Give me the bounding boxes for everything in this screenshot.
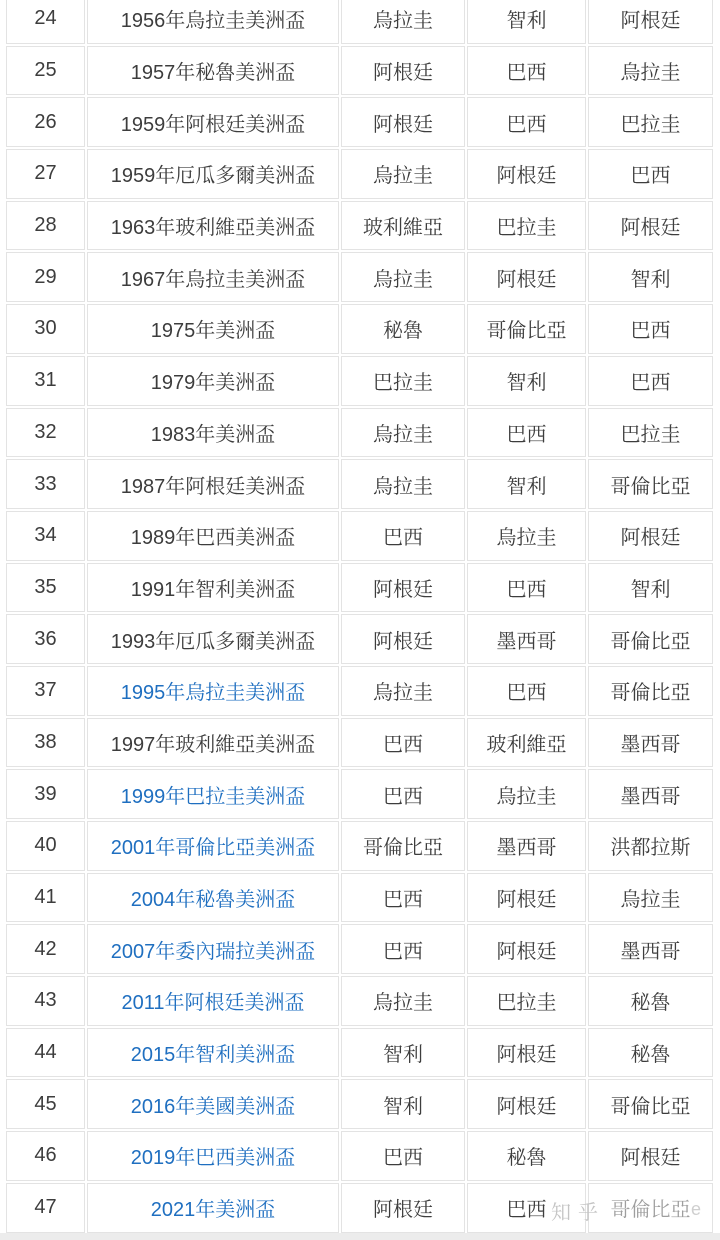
- row-index-label: 30: [34, 317, 57, 340]
- tournament-title: 1956年烏拉圭美洲盃: [120, 10, 306, 33]
- champion-label: 烏拉圭: [373, 475, 433, 498]
- tournament-cell: [87, 408, 339, 458]
- tournament-link[interactable]: 2016年美國美洲盃: [130, 1095, 296, 1118]
- champion-label: 玻利維亞: [363, 217, 443, 240]
- row-index-cell: [6, 1131, 85, 1181]
- third-place-label: 巴西: [630, 372, 671, 395]
- champion-label: 巴西: [383, 527, 423, 550]
- tournament-cell: [87, 873, 339, 923]
- row-index-label: 38: [34, 730, 57, 753]
- tournament-cell: [87, 1131, 339, 1181]
- tournament-title: 1975年美洲盃: [150, 320, 276, 343]
- runner-up-label: 阿根廷: [496, 1095, 557, 1118]
- runner-up-label: 巴西: [506, 62, 547, 85]
- tournament-cell: [87, 614, 339, 664]
- tournament-cell: [87, 666, 339, 716]
- row-index-label: 37: [34, 679, 57, 702]
- row-index-label: 42: [34, 937, 57, 960]
- tournament-cell: [87, 821, 339, 871]
- champion-label: 烏拉圭: [373, 992, 433, 1015]
- third-place-label: 阿根廷: [620, 10, 681, 33]
- tournament-link[interactable]: 2015年智利美洲盃: [130, 1044, 296, 1067]
- champion-label: 烏拉圭: [373, 682, 433, 705]
- row-index-cell: [6, 1028, 85, 1078]
- third-place-label: 哥倫比亞: [610, 630, 691, 653]
- runner-up-label: 巴西: [506, 578, 547, 601]
- runner-up-cell: [467, 252, 586, 302]
- tournament-title: 1967年烏拉圭美洲盃: [120, 268, 306, 291]
- champion-label: 烏拉圭: [373, 10, 433, 33]
- third-place-label: 巴拉圭: [620, 113, 681, 136]
- row-index-cell: [6, 252, 85, 302]
- third-place-cell: [588, 511, 713, 561]
- tournament-title: 1989年巴西美洲盃: [130, 527, 296, 550]
- runner-up-label: 巴西: [506, 1199, 547, 1222]
- row-index-cell: [6, 304, 85, 354]
- zhihu-watermark: 知乎: [551, 1202, 605, 1224]
- third-place-label: 阿根廷: [620, 1147, 681, 1170]
- row-index-cell: [6, 408, 85, 458]
- champion-cell: [341, 97, 465, 147]
- third-place-cell: [588, 666, 713, 716]
- runner-up-label: 阿根廷: [496, 889, 557, 912]
- champion-label: 智利: [383, 1095, 423, 1118]
- row-index-cell: [6, 769, 85, 819]
- row-index-label: 31: [34, 369, 57, 392]
- champion-cell: [341, 1079, 465, 1129]
- tournament-cell: [87, 511, 339, 561]
- runner-up-label: 玻利維亞: [486, 733, 567, 756]
- row-index-cell: [6, 563, 85, 613]
- champion-cell: [341, 873, 465, 923]
- row-index-cell: [6, 459, 85, 509]
- champion-cell: [341, 356, 465, 406]
- third-place-cell: [588, 614, 713, 664]
- row-index-label: 24: [34, 7, 57, 30]
- champion-cell: [341, 976, 465, 1026]
- champion-label: 巴西: [383, 940, 423, 963]
- row-index-label: 39: [34, 782, 57, 805]
- section-divider: [0, 1233, 720, 1240]
- tournament-link[interactable]: 1995年烏拉圭美洲盃: [120, 682, 306, 705]
- row-index-label: 44: [34, 1041, 57, 1064]
- champion-cell: [341, 459, 465, 509]
- row-index-label: 26: [34, 110, 57, 133]
- copa-america-results-table: [6, 0, 713, 1233]
- row-index-label: 33: [34, 472, 57, 495]
- runner-up-label: 秘魯: [506, 1147, 547, 1170]
- tournament-cell: [87, 356, 339, 406]
- third-place-label: 巴拉圭: [620, 423, 681, 446]
- runner-up-cell: [467, 304, 586, 354]
- champion-cell: [341, 511, 465, 561]
- tournament-cell: [87, 718, 339, 768]
- runner-up-label: 巴西: [506, 423, 547, 446]
- runner-up-label: 阿根廷: [496, 165, 557, 188]
- champion-cell: [341, 408, 465, 458]
- third-place-label: 阿根廷: [620, 217, 681, 240]
- runner-up-label: 墨西哥: [496, 837, 557, 860]
- row-index-cell: [6, 149, 85, 199]
- champion-cell: [341, 718, 465, 768]
- tournament-cell: [87, 563, 339, 613]
- row-index-label: 25: [34, 59, 57, 82]
- runner-up-label: 烏拉圭: [496, 785, 557, 808]
- runner-up-cell: [467, 408, 586, 458]
- third-place-label: 巴西: [630, 165, 671, 188]
- row-index-cell: [6, 976, 85, 1026]
- row-index-cell: [6, 511, 85, 561]
- runner-up-label: 哥倫比亞: [486, 320, 567, 343]
- third-place-cell: [588, 769, 713, 819]
- row-index-cell: [6, 873, 85, 923]
- third-place-label: 秘魯: [630, 1044, 671, 1067]
- third-place-cell: [588, 924, 713, 974]
- runner-up-cell: [467, 0, 586, 44]
- champion-cell: [341, 201, 465, 251]
- tournament-link[interactable]: 2007年委內瑞拉美洲盃: [110, 940, 316, 963]
- third-place-label: 烏拉圭: [620, 62, 681, 85]
- tournament-title: 1979年美洲盃: [150, 372, 276, 395]
- champion-label: 阿根廷: [373, 578, 433, 601]
- runner-up-cell: [467, 201, 586, 251]
- runner-up-label: 智利: [506, 10, 547, 33]
- third-place-label: 巴西: [630, 320, 671, 343]
- third-place-cell: [588, 1079, 713, 1129]
- runner-up-cell: [467, 97, 586, 147]
- runner-up-label: 阿根廷: [496, 1044, 557, 1067]
- row-index-label: 32: [34, 420, 57, 443]
- tournament-title: 1993年厄瓜多爾美洲盃: [110, 630, 316, 653]
- third-place-label: 阿根廷: [620, 527, 681, 550]
- runner-up-cell: [467, 666, 586, 716]
- runner-up-label: 巴西: [506, 682, 547, 705]
- runner-up-label: 巴拉圭: [496, 217, 557, 240]
- row-index-cell: [6, 718, 85, 768]
- runner-up-cell: [467, 976, 586, 1026]
- third-place-cell: [588, 821, 713, 871]
- row-index-cell: [6, 97, 85, 147]
- tournament-cell: [87, 769, 339, 819]
- row-index-cell: [6, 821, 85, 871]
- row-index-cell: [6, 201, 85, 251]
- third-place-cell: [588, 97, 713, 147]
- runner-up-cell: [467, 459, 586, 509]
- champion-label: 巴西: [383, 889, 423, 912]
- tournament-cell: [87, 201, 339, 251]
- third-place-cell: [588, 201, 713, 251]
- row-index-label: 27: [34, 162, 57, 185]
- runner-up-cell: [467, 924, 586, 974]
- champion-label: 秘魯: [383, 320, 423, 343]
- runner-up-cell: [467, 356, 586, 406]
- row-index-label: 41: [34, 886, 57, 909]
- runner-up-label: 墨西哥: [496, 630, 557, 653]
- champion-label: 烏拉圭: [373, 165, 433, 188]
- row-index-cell: [6, 356, 85, 406]
- champion-label: 巴西: [383, 733, 423, 756]
- row-index-cell: [6, 46, 85, 96]
- champion-cell: [341, 46, 465, 96]
- row-index-label: 35: [34, 575, 57, 598]
- champion-cell: [341, 149, 465, 199]
- tournament-link[interactable]: 2004年秘魯美洲盃: [130, 889, 296, 912]
- champion-cell: [341, 666, 465, 716]
- third-place-cell: [588, 1131, 713, 1181]
- tournament-cell: [87, 304, 339, 354]
- runner-up-cell: [467, 149, 586, 199]
- tournament-cell: [87, 1183, 339, 1233]
- champion-label: 阿根廷: [373, 62, 433, 85]
- runner-up-cell: [467, 769, 586, 819]
- third-place-cell: [588, 718, 713, 768]
- runner-up-cell: [467, 614, 586, 664]
- third-place-cell: [588, 356, 713, 406]
- tournament-title: 1959年厄瓜多爾美洲盃: [110, 165, 316, 188]
- row-index-cell: [6, 1183, 85, 1233]
- tournament-cell: [87, 976, 339, 1026]
- row-index-cell: [6, 614, 85, 664]
- row-index-label: 47: [34, 1196, 57, 1219]
- tournament-cell: [87, 1079, 339, 1129]
- third-place-cell: [588, 1028, 713, 1078]
- third-place-label: 秘魯: [630, 992, 671, 1015]
- third-place-cell: [588, 304, 713, 354]
- tournament-cell: [87, 459, 339, 509]
- third-place-cell: [588, 149, 713, 199]
- tournament-cell: [87, 1028, 339, 1078]
- third-place-cell: [588, 459, 713, 509]
- champion-cell: [341, 1028, 465, 1078]
- third-place-cell: [588, 563, 713, 613]
- runner-up-cell: [467, 718, 586, 768]
- champion-cell: [341, 614, 465, 664]
- tournament-cell: [87, 97, 339, 147]
- watermark-overlay: [607, 1196, 693, 1218]
- tournament-link[interactable]: 1999年巴拉圭美洲盃: [120, 785, 306, 808]
- champion-cell: [341, 0, 465, 44]
- champion-label: 巴西: [383, 1147, 423, 1170]
- champion-label: 哥倫比亞: [363, 837, 443, 860]
- row-index-cell: [6, 1079, 85, 1129]
- champion-cell: [341, 1131, 465, 1181]
- runner-up-cell: [467, 821, 586, 871]
- third-place-label: 墨西哥: [620, 785, 681, 808]
- tournament-link[interactable]: 2001年哥倫比亞美洲盃: [110, 837, 316, 860]
- row-index-cell: [6, 924, 85, 974]
- tournament-cell: [87, 149, 339, 199]
- third-place-label: 墨西哥: [620, 733, 681, 756]
- row-index-label: 45: [34, 1092, 57, 1115]
- third-place-cell: [588, 252, 713, 302]
- third-place-label: 墨西哥: [620, 940, 681, 963]
- tournament-title: 1987年阿根廷美洲盃: [120, 475, 306, 498]
- tournament-title: 1983年美洲盃: [150, 423, 276, 446]
- row-index-label: 34: [34, 524, 57, 547]
- tournament-link[interactable]: 2019年巴西美洲盃: [130, 1147, 296, 1170]
- third-place-cell: [588, 46, 713, 96]
- runner-up-cell: [467, 563, 586, 613]
- tournament-title: 1957年秘魯美洲盃: [130, 62, 296, 85]
- third-place-label: 哥倫比亞: [610, 475, 691, 498]
- row-index-cell: [6, 0, 85, 44]
- tournament-link[interactable]: 2011年阿根廷美洲盃: [121, 992, 305, 1015]
- champion-label: 烏拉圭: [373, 268, 433, 291]
- champion-cell: [341, 563, 465, 613]
- third-place-label: 哥倫比亞: [610, 682, 691, 705]
- tournament-title: 1959年阿根廷美洲盃: [120, 113, 306, 136]
- row-index-label: 28: [34, 214, 57, 237]
- third-place-label: 洪都拉斯: [610, 837, 691, 860]
- third-place-cell: [588, 408, 713, 458]
- runner-up-cell: [467, 1028, 586, 1078]
- runner-up-label: 阿根廷: [496, 268, 557, 291]
- runner-up-cell: [467, 873, 586, 923]
- runner-up-cell: [467, 46, 586, 96]
- third-place-label: 智利: [630, 578, 671, 601]
- champion-cell: [341, 252, 465, 302]
- row-index-label: 36: [34, 627, 57, 650]
- tournament-title: 1963年玻利維亞美洲盃: [110, 217, 316, 240]
- third-place-cell: [588, 976, 713, 1026]
- tournament-title: 1997年玻利維亞美洲盃: [110, 733, 316, 756]
- runner-up-cell: [467, 1079, 586, 1129]
- champion-cell: [341, 821, 465, 871]
- tournament-title: 1991年智利美洲盃: [130, 578, 296, 601]
- champion-cell: [341, 1183, 465, 1233]
- tournament-cell: [87, 252, 339, 302]
- tournament-cell: [87, 46, 339, 96]
- watermark-partial-text: e: [691, 1199, 702, 1219]
- champion-label: 智利: [383, 1044, 423, 1067]
- runner-up-label: 阿根廷: [496, 940, 557, 963]
- third-place-cell: [588, 0, 713, 44]
- champion-label: 巴拉圭: [373, 372, 433, 395]
- row-index-cell: [6, 666, 85, 716]
- champion-cell: [341, 924, 465, 974]
- champion-label: 阿根廷: [373, 113, 433, 136]
- row-index-label: 43: [34, 989, 57, 1012]
- runner-up-label: 巴拉圭: [496, 992, 557, 1015]
- champion-label: 阿根廷: [373, 630, 433, 653]
- runner-up-cell: [467, 511, 586, 561]
- runner-up-label: 智利: [506, 475, 547, 498]
- champion-label: 烏拉圭: [373, 423, 433, 446]
- third-place-cell: [588, 873, 713, 923]
- champion-cell: [341, 769, 465, 819]
- tournament-cell: [87, 924, 339, 974]
- champion-label: 巴西: [383, 785, 423, 808]
- third-place-label: 哥倫比亞: [610, 1095, 691, 1118]
- row-index-label: 29: [34, 265, 57, 288]
- tournament-cell: [87, 0, 339, 44]
- champion-cell: [341, 304, 465, 354]
- runner-up-label: 巴西: [506, 113, 547, 136]
- runner-up-label: 烏拉圭: [496, 527, 557, 550]
- runner-up-cell: [467, 1131, 586, 1181]
- tournament-link[interactable]: 2021年美洲盃: [150, 1199, 276, 1222]
- row-index-label: 46: [34, 1144, 57, 1167]
- runner-up-label: 智利: [506, 372, 547, 395]
- row-index-label: 40: [34, 834, 57, 857]
- third-place-label: 智利: [630, 268, 671, 291]
- third-place-label: 烏拉圭: [620, 889, 681, 912]
- champion-label: 阿根廷: [373, 1199, 433, 1222]
